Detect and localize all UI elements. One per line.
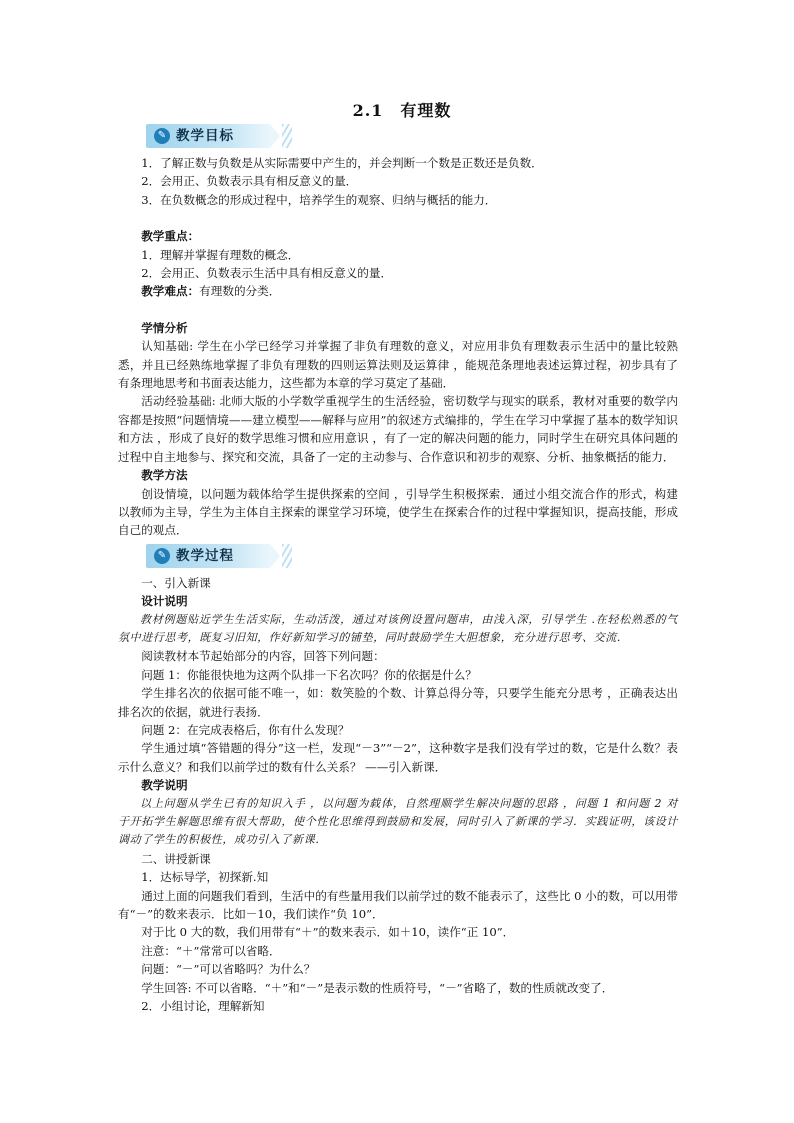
answer-1: 学生排名次的依据可能不唯一，如：数笑脸的个数、计算总得分等，只要学生能充分思考 ，正确表达出排名次的依据，就进行表扬． xyxy=(118,686,678,719)
difficulty-line xyxy=(118,282,678,300)
book-icon: ✎ xyxy=(154,128,170,144)
analysis-paragraph: 认知基础: 学生在小学已经学习并掌握了非负有理数的意义，对应用非负有理数表示生活中的量比较熟悉，并且已经熟练地掌握了非负有理数的四则运算法则及运算律 ，能规范条理地表述运算过程，初步具有了有条理地思考和书面表达能力，这些都为本章的学习莫定了基础． xyxy=(118,339,678,391)
difficulty-text: 有理数的分类． xyxy=(199,284,281,299)
analysis-paragraph: 活动经验基础: 北师大版的小学数学重视学生的生活经验，密切数学与现实的联系，教材对重要的数学内容都是按照“问题情境——建立模型——解释与应用”的叙述方式编排的，学生在学习中掌握了基本的数学知识和方法 ，形成了良好的数学思维习惯和应用意识 ，有了一定的解决问题的能力，同时学生在研究具体问题的过程中自主地参与、探究和交流，具备了一定的主动参与、合作意识和初步的观察、分析、抽象概括的能力． xyxy=(118,394,678,464)
negative-number-paragraph: 通过上面的问题我们看到，生活中的有些量用我们以前学过的数不能表示了，这些比 0 小的数，可以用带有“－”的数来表示．比如－10，我们读作“负 10”． xyxy=(118,888,678,922)
method-paragraph: 创设情境，以问题为载体给学生提供探索的空间 ，引导学生积极探索．通过小组交流合作的形式，构建以教师为主导，学生为主体自主探索的课堂学习环境，使学生在探索合作的过程中掌握知识，提高技能，形成自己的观点． xyxy=(118,486,678,538)
answer-line: 学生回答: 不可以省略．“＋”和“－”是表示数的性质符号，“－”省略了，数的性质就改变了． xyxy=(141,980,614,995)
banner-stripes xyxy=(282,124,292,148)
difficulty-label: 教学难点： xyxy=(141,284,200,299)
document-page xyxy=(118,100,678,1015)
banner-label: 教学过程 xyxy=(176,547,234,564)
key-point-item: 1．理解并掌握有理数的概念． xyxy=(141,247,300,262)
design-paragraph: 教材例题贴近学生生活实际，生动活泼，通过对该例设置问题串，由浅入深，引导学生 .在轻松熟悉的气氛中进行思考，既复习旧知，作好新知学习的铺垫，同时鼓励学生大胆想象，充分进行思考、交流． xyxy=(118,612,678,644)
step-heading: 1．达标导学，初探新.知 xyxy=(141,870,269,885)
reading-instruction: 阅读教材本节起始部分的内容，回答下列问题： xyxy=(141,649,385,664)
question-1: 问题 1：你能很快地为这两个队排一下名次吗？你的依据是什么？ xyxy=(141,667,477,682)
section-banner-goals xyxy=(146,124,270,148)
method-heading: 教学方法 xyxy=(141,468,188,483)
teach-heading: 教学说明 xyxy=(141,778,188,793)
analysis-heading: 学情分析 xyxy=(141,320,188,335)
answer-2: 学生通过填“答错题的得分”这一栏，发现“－3”“－2”，这种数字是我们没有学过的数，它是什么数？表示什么意义？和我们以前学过的数有什么关系？ ——引入新课． xyxy=(118,741,678,774)
goal-item: 1．了解正数与负数是从实际需要中产生的，并会判断一个数是正数还是负数． xyxy=(141,156,543,170)
positive-number-paragraph: 对于比 0 大的数，我们用带有“＋”的数来表示．如＋10，读作“正 10”． xyxy=(141,925,515,940)
teach-paragraph: 以上问题从学生已有的知识入手 ，以问题为载体，自然理顺学生解决问题的思路 ，问题 1 和问题 2 对于开拓学生解题思维有很大帮助，使个性化思维得到鼓励和发展，同时引入了新课的学习．实践证明，该设计调动了学生的积极性，成功引入了新课． xyxy=(118,796,678,847)
goal-item: 2．会用正、负数表示具有相反意义的量． xyxy=(141,174,358,189)
note-line: 注意：“＋”常常可以省略． xyxy=(141,943,281,958)
key-point-item: 2．会用正、负数表示生活中具有相反意义的量． xyxy=(141,266,393,281)
section-banner-process xyxy=(146,544,270,568)
goal-item: 3．在负数概念的形成过程中，培养学生的观察、归纳与概括的能力． xyxy=(141,192,497,207)
banner-label: 教学目标 xyxy=(176,128,234,144)
book-icon: ✎ xyxy=(154,548,170,564)
part-heading: 一、引入新课 xyxy=(141,575,211,590)
question-2: 问题 2：在完成表格后，你有什么发现？ xyxy=(141,722,350,737)
step-heading: 2．小组讨论，理解新知 xyxy=(141,999,265,1014)
design-heading: 设计说明 xyxy=(141,594,188,609)
key-points-heading: 教学重点： xyxy=(141,229,200,244)
page-title: 2.1 有理数 xyxy=(352,101,452,120)
part-heading: 二、讲授新课 xyxy=(141,851,211,866)
question-line: 问题：“－”可以省略吗？为什么？ xyxy=(141,962,316,977)
banner-stripes xyxy=(282,544,292,568)
